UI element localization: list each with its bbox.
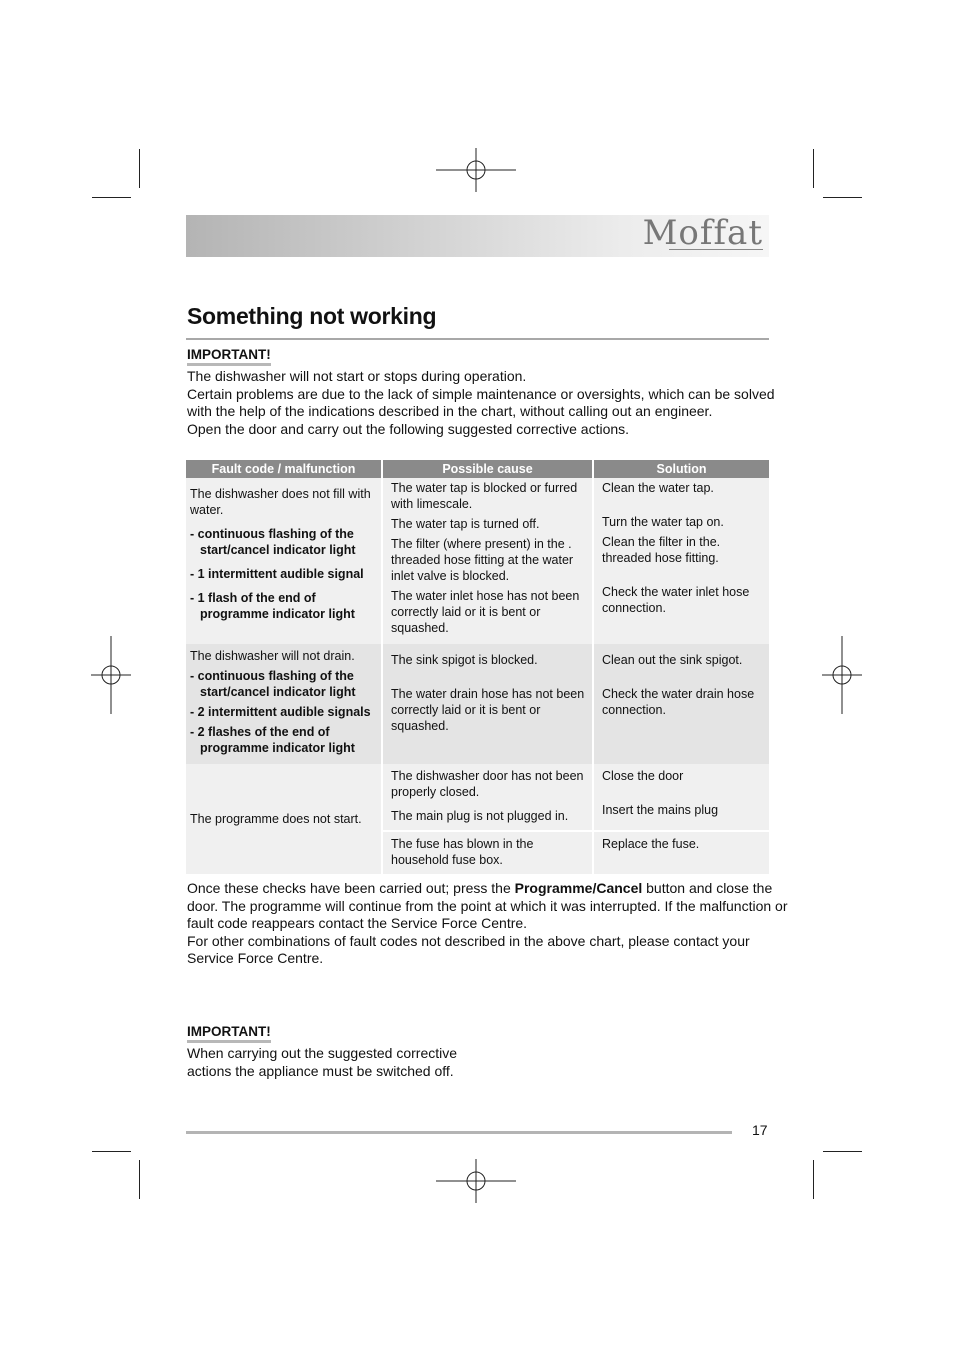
fault-indicator: - 1 flash of the end of programme indicator light — [190, 591, 355, 621]
cause-cell — [382, 831, 593, 874]
fault-description: The programme does not start. — [190, 812, 362, 826]
fault-description: The dishwasher will not drain. — [190, 649, 355, 663]
fault-indicator: - continuous flashing of the start/cancel indicator light — [190, 669, 356, 699]
header-possible-cause: Possible cause — [382, 460, 593, 478]
after-checks-text — [187, 880, 787, 968]
cause-text: The water inlet hose has not been correctly laid or it is bent or squashed. — [391, 589, 580, 635]
after-checks-line — [187, 880, 787, 898]
after-checks-line: fault code reappears contact the Service Force Centre. — [187, 915, 528, 931]
intro-line: Certain problems are due to the lack of simple maintenance or oversights, which can be solved — [187, 385, 775, 402]
important-intro — [187, 368, 775, 438]
solution-text: Insert the mains plug — [602, 803, 719, 817]
solution-text: Close the door — [602, 769, 684, 783]
cause-text: The fuse has blown in the household fuse box. — [391, 837, 534, 867]
solution-text: Replace the fuse. — [602, 837, 700, 851]
note-line: When carrying out the suggested corrective — [187, 1045, 458, 1061]
cause-cell — [382, 478, 593, 644]
header-fault-code: Fault code / malfunction — [186, 460, 382, 478]
intro-line: The dishwasher will not start or stops during operation. — [187, 368, 527, 384]
fault-cell — [186, 478, 382, 644]
page-title: Something not working — [187, 303, 437, 329]
table-row — [186, 764, 769, 831]
after-checks-line: door. The programme will continue from the point at which it was interrupted. If the malfunction or — [187, 897, 788, 914]
solution-cell — [593, 831, 769, 874]
cause-cell — [382, 644, 593, 764]
header-band — [186, 215, 769, 257]
fault-cell — [186, 644, 382, 764]
table-header-row — [186, 460, 769, 478]
solution-text: Clean out the sink spigot. — [602, 653, 743, 667]
cause-text: The main plug is not plugged in. — [391, 809, 569, 823]
intro-line: with the help of the indications described in the chart, without calling out an engineer. — [187, 403, 713, 419]
fault-indicator: - 2 flashes of the end of programme indicator light — [190, 725, 355, 755]
programme-cancel-label: Programme/Cancel — [514, 880, 643, 896]
cause-text: The sink spigot is blocked. — [391, 653, 538, 667]
important-heading: IMPORTANT! — [187, 1024, 271, 1043]
cause-text: The filter (where present) in the . threaded hose fitting at the water inlet valve is blocked. — [391, 537, 574, 583]
fault-indicator: - 2 intermittent audible signals — [190, 705, 371, 719]
important-note — [187, 1045, 457, 1080]
footer-divider — [186, 1131, 732, 1134]
fault-indicator: - continuous flashing of the start/cancel indicator light — [190, 527, 356, 557]
after-checks-text-end: button and close the — [642, 880, 773, 896]
fault-cell — [186, 764, 382, 874]
fault-table — [186, 460, 769, 874]
cause-text: The dishwasher door has not been properly closed. — [391, 769, 584, 799]
after-checks-line: Service Force Centre. — [187, 950, 324, 966]
registration-mark-top-icon — [436, 148, 516, 192]
title-divider — [186, 338, 769, 340]
cause-text: The water tap is blocked or furred with limescale. — [391, 481, 578, 511]
registration-mark-bottom-icon — [436, 1159, 516, 1203]
solution-text: Turn the water tap on. — [602, 515, 724, 529]
after-checks-text-start: Once these checks have been carried out; press the — [187, 880, 515, 896]
important-heading: IMPORTANT! — [187, 347, 271, 366]
brand-logo: Moffat — [642, 213, 763, 253]
solution-cell — [593, 644, 769, 764]
solution-text: Clean the filter in the. threaded hose fitting. — [602, 535, 721, 565]
fault-indicator: - 1 intermittent audible signal — [190, 567, 364, 581]
page-number: 17 — [752, 1122, 768, 1138]
solution-cell — [593, 478, 769, 644]
table-row — [186, 478, 769, 644]
solution-text: Check the water drain hose connection. — [602, 687, 755, 717]
registration-mark-left-icon — [91, 636, 131, 714]
after-checks-line: For other combinations of fault codes not described in the above chart, please contact your — [187, 932, 750, 949]
note-line: actions the appliance must be switched off. — [187, 1062, 454, 1079]
header-solution: Solution — [593, 460, 769, 478]
table-row — [186, 644, 769, 764]
intro-line: Open the door and carry out the following suggested corrective actions. — [187, 420, 630, 437]
fault-description: The dishwasher does not fill with water. — [190, 487, 371, 517]
cause-text: The water drain hose has not been correctly laid or it is bent or squashed. — [391, 687, 585, 733]
cause-text: The water tap is turned off. — [391, 517, 540, 531]
registration-mark-right-icon — [822, 636, 862, 714]
solution-cell — [593, 764, 769, 831]
solution-text: Check the water inlet hose connection. — [602, 585, 750, 615]
solution-text: Clean the water tap. — [602, 481, 714, 495]
cause-cell — [382, 764, 593, 831]
